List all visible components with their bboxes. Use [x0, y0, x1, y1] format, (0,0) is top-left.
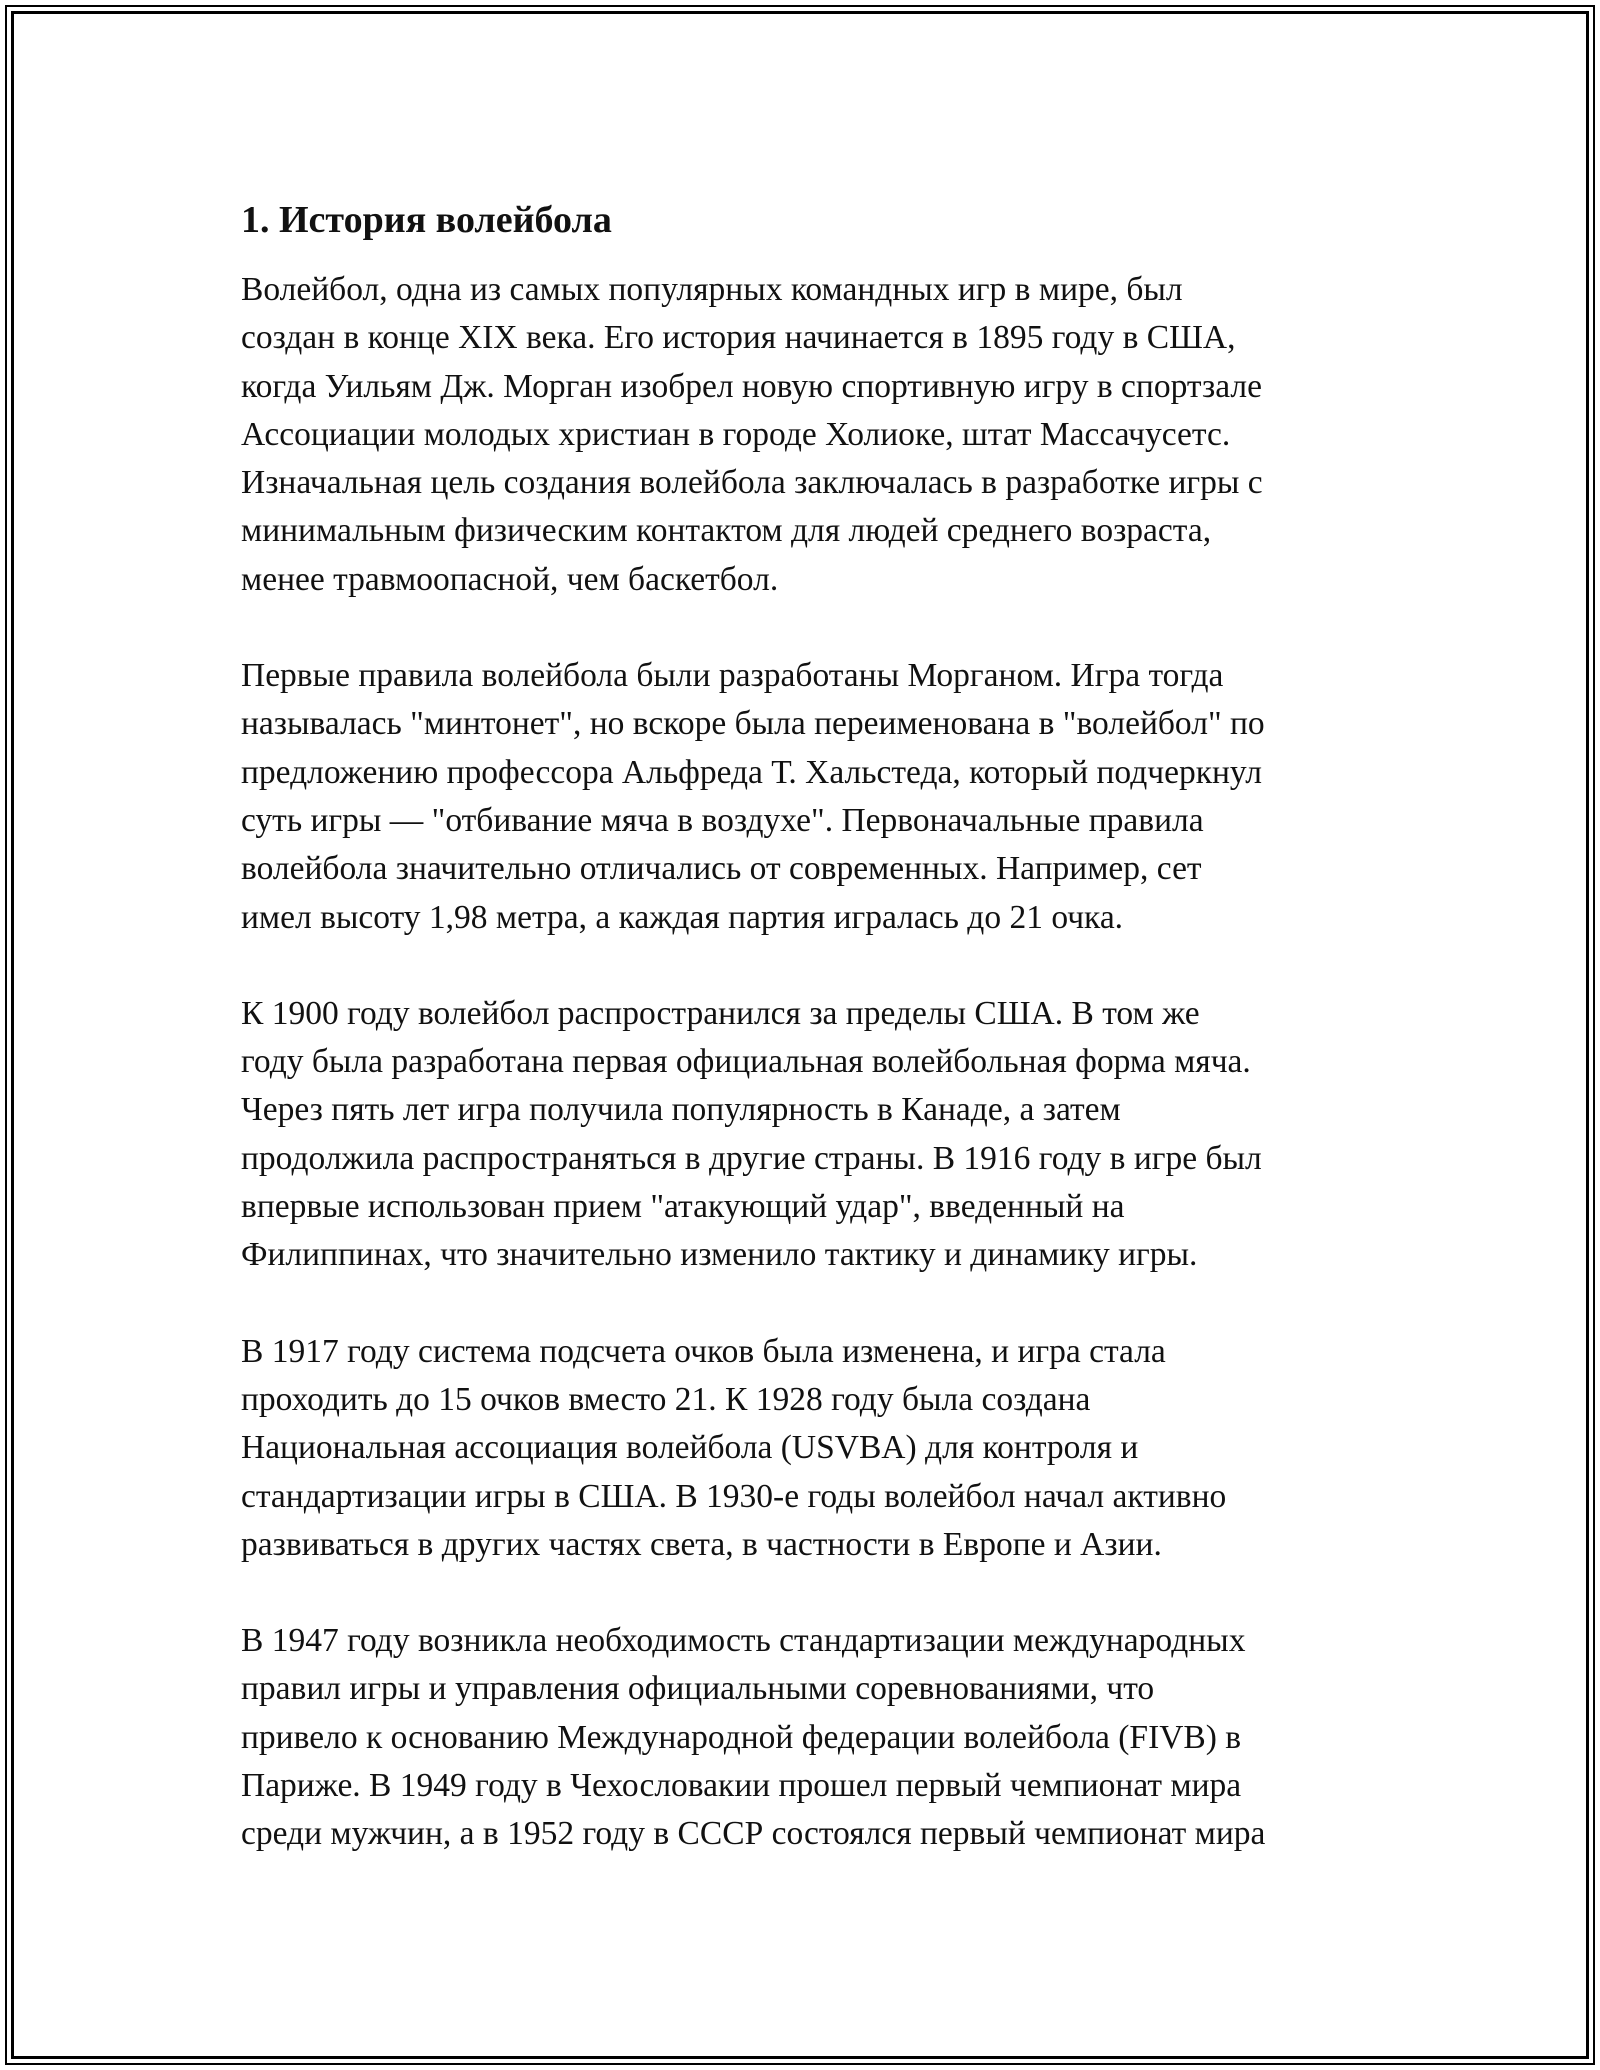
- page-border-inner: [11, 11, 1589, 2059]
- paragraph-first-rules: Первые правила волейбола были разработаны Морганом. Игра тогда называлась "минтонет", но вскоре была переименована в "волейбол" по предложению профессора Альфреда Т. Хальстеда, который подчеркнул суть игры — "отбивание мяча в воздухе". Первоначальные правила волейбола значительно отличались от современных. Например, сет имел высоту 1,98 метра, а каждая партия игралась до 21 очка.: [241, 657, 1265, 936]
- document-body: [241, 196, 1391, 1907]
- section-heading: 1. История волейбола: [241, 199, 612, 241]
- paragraph-scoring-change: В 1917 году система подсчета очков была изменена, и игра стала проходить до 15 очков вместо 21. К 1928 году была создана Национальная ассоциация волейбола (USVBA) для контроля и стандартизации игры в США. В 1930-е годы волейбол начал активно развиваться в других частях света, в частности в Европе и Азии.: [241, 1332, 1227, 1563]
- paragraph-origin: Волейбол, одна из самых популярных командных игр в мире, был создан в конце XIX века. Его история начинается в 1895 году в США, когда Уильям Дж. Морган изобрел новую спортивную игру в спортзале Ассоциации молодых христиан в городе Холиоке, штат Массачусетс. Изначальная цель создания волейбола заключалась в разработке игры с минимальным физическим контактом для людей среднего возраста, менее травмоопасной, чем баскетбол.: [241, 271, 1263, 598]
- page-border: [5, 5, 1595, 2065]
- paragraph-fivb: В 1947 году возникла необходимость стандартизации международных правил игры и управления официальными соревнованиями, что привело к основанию Международной федерации волейбола (FIVB) в Париже. В 1949 году в Чехословакии прошел первый чемпионат мира среди мужчин, а в 1952 году в СССР состоялся первый чемпионат мира: [241, 1622, 1266, 1853]
- paragraph-spread: К 1900 году волейбол распространился за пределы США. В том же году была разработана первая официальная волейбольная форма мяча. Через пять лет игра получила популярность в Канаде, а затем продолжила распространяться в другие страны. В 1916 году в игре был впервые использован прием "атакующий удар", введенный на Филиппинах, что значительно изменило тактику и динамику игры.: [241, 994, 1262, 1274]
